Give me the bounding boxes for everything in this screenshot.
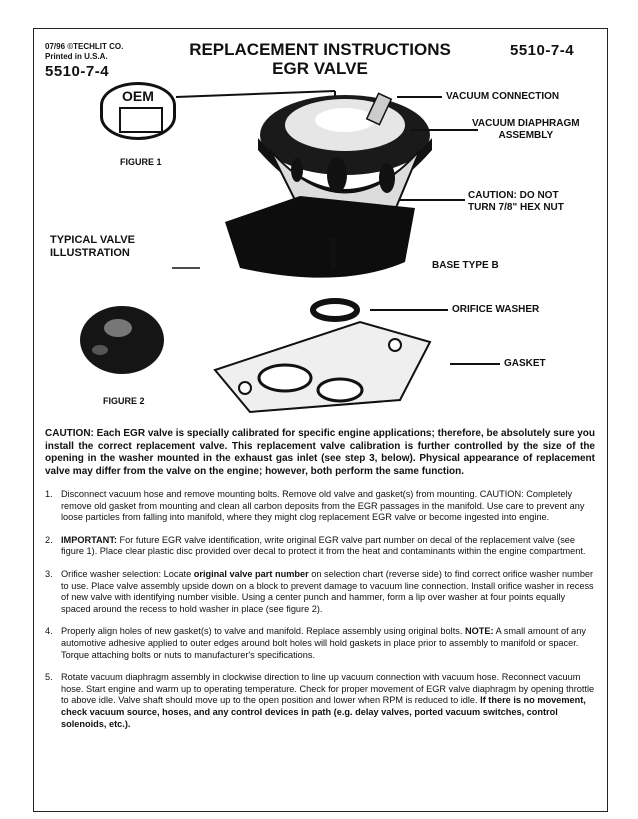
callout-orifice-washer: ORIFICE WASHER [452,304,540,315]
step-text: Disconnect vacuum hose and remove mounting bolts. Remove old valve and gasket(s) from mounting. CAUTION: Completely remove old gasket from mounting and clean all carbon deposits from the EGR passages in the manifold. Use care to prevent any loose particles from falling into manifold, where they might clog replacement EGR valve or become ingested into engine. [61,489,585,523]
oem-leader-line [176,91,335,97]
step-text: For future EGR valve identification, write original EGR valve part number on decal of the replacement valve (see figure 1). Place clear plastic disc provided over decal to protect it from the heat and contaminants within the engine compartment. [61,534,586,557]
step-text: on selection chart (reverse side) to find correct orifice washer number to use. Place valve assembly upside down on a block to prevent damage to vacuum line connection. Install orifice washer in recess of new valve with identifying number visible. Using a center punch and hammer, form a lip over washer at four points equally spaced around the recess to hold washer in place (see figure 2). [61,568,594,614]
callout-caution-hex-nut [468,190,564,214]
gasket-bolt-hole-1 [239,382,251,394]
step-pre: Orifice washer selection: Locate [61,568,194,579]
diaphragm-center [315,108,375,132]
part-number-left: 5510-7-4 [45,63,110,80]
step-number: 1. [45,489,53,499]
step-2 [45,535,595,558]
oem-label: OEM [122,88,154,104]
step-lead: NOTE: [464,626,494,637]
caution-callout-line-2: TURN 7/8" HEX NUT [468,202,564,213]
typical-line-1: TYPICAL VALVE [50,234,135,246]
step-3 [45,569,595,615]
callout-gasket: GASKET [504,358,546,369]
part-number-right: 5510-7-4 [510,42,575,59]
callout-base-type: BASE TYPE B [432,260,499,271]
valve-stem [330,238,336,268]
step-1 [45,489,595,524]
diaphragm-line-2: ASSEMBLY [498,130,554,141]
step-number: 2. [45,534,53,545]
step-lead: IMPORTANT: [61,534,117,545]
figure-2-image [80,306,164,374]
step-pre: Properly align holes of new gasket(s) to valve and manifold. Replace assembly using original bolts. [61,626,465,637]
step-5 [45,672,595,730]
cone-window-3 [291,158,303,182]
step-lead: original valve part number [193,568,309,579]
title-line-2: EGR VALVE [272,59,368,78]
date-company: 07/96 ©TECHLIT CO. [45,42,124,51]
title-line-1: REPLACEMENT INSTRUCTIONS [189,40,451,59]
gasket-bolt-hole-2 [389,339,401,351]
step-number: 4. [45,626,53,637]
step-number: 3. [45,568,53,579]
step-4 [45,626,595,661]
caution-paragraph: CAUTION: Each EGR valve is specially calibrated for specific engine applications; therefore, be absolutely sure you install the correct replacement valve. This replacement valve calibration is further controlled by the size of the opening in the washer mounted in the exhaust gas inlet (see step 3, below). Physical appearance of replacement valve may differ from the valve on the engine; however, both perform the same function. [45,428,595,477]
figure-2-detail [92,345,108,355]
orifice-washer-shape [313,301,357,319]
typical-line-2: ILLUSTRATION [50,247,130,259]
gasket-port-2 [318,379,362,401]
instruction-steps [45,489,595,741]
caution-callout-line-1: CAUTION: DO NOT [468,190,559,201]
gasket-shape [215,322,430,412]
figure-2-washer [104,319,132,337]
step-number: 5. [45,672,53,683]
callout-vacuum-connection: VACUUM CONNECTION [446,91,560,102]
callout-vacuum-diaphragm [472,118,580,142]
printed-in: Printed in U.S.A. [45,52,108,61]
step-text: Rotate vacuum diaphragm assembly in clockwise direction to line up vacuum connection with vacuum hose. Reconnect vacuum hose. Start engine and warm up to operating temperature. Check for proper movement of EGR valve diaphragm by opening throttle to above idle. Valve shaft should move up to the open position and lower when RPM is reduced to idle. [61,672,595,706]
gasket-port-1 [259,365,311,391]
valve-base [225,196,415,278]
cone-window-2 [379,163,395,193]
figure-1-label: FIGURE 1 [120,157,162,167]
step-text: A small amount of any automotive adhesive applied to outer edges around bolt holes will hold gaskets in place prior to assembly to manifold or spacer. Torque attaching bolts or nuts to manufacturer's specifications. [61,626,586,660]
figure-2-label: FIGURE 2 [103,396,145,406]
step-tail: If there is no movement, check vacuum source, hoses, and any control devices in path (e.g. delay valves, ported vacuum switches, control solenoids, etc.). [61,695,586,729]
diaphragm-line-1: VACUUM DIAPHRAGM [472,118,580,129]
cone-window-1 [327,157,347,193]
